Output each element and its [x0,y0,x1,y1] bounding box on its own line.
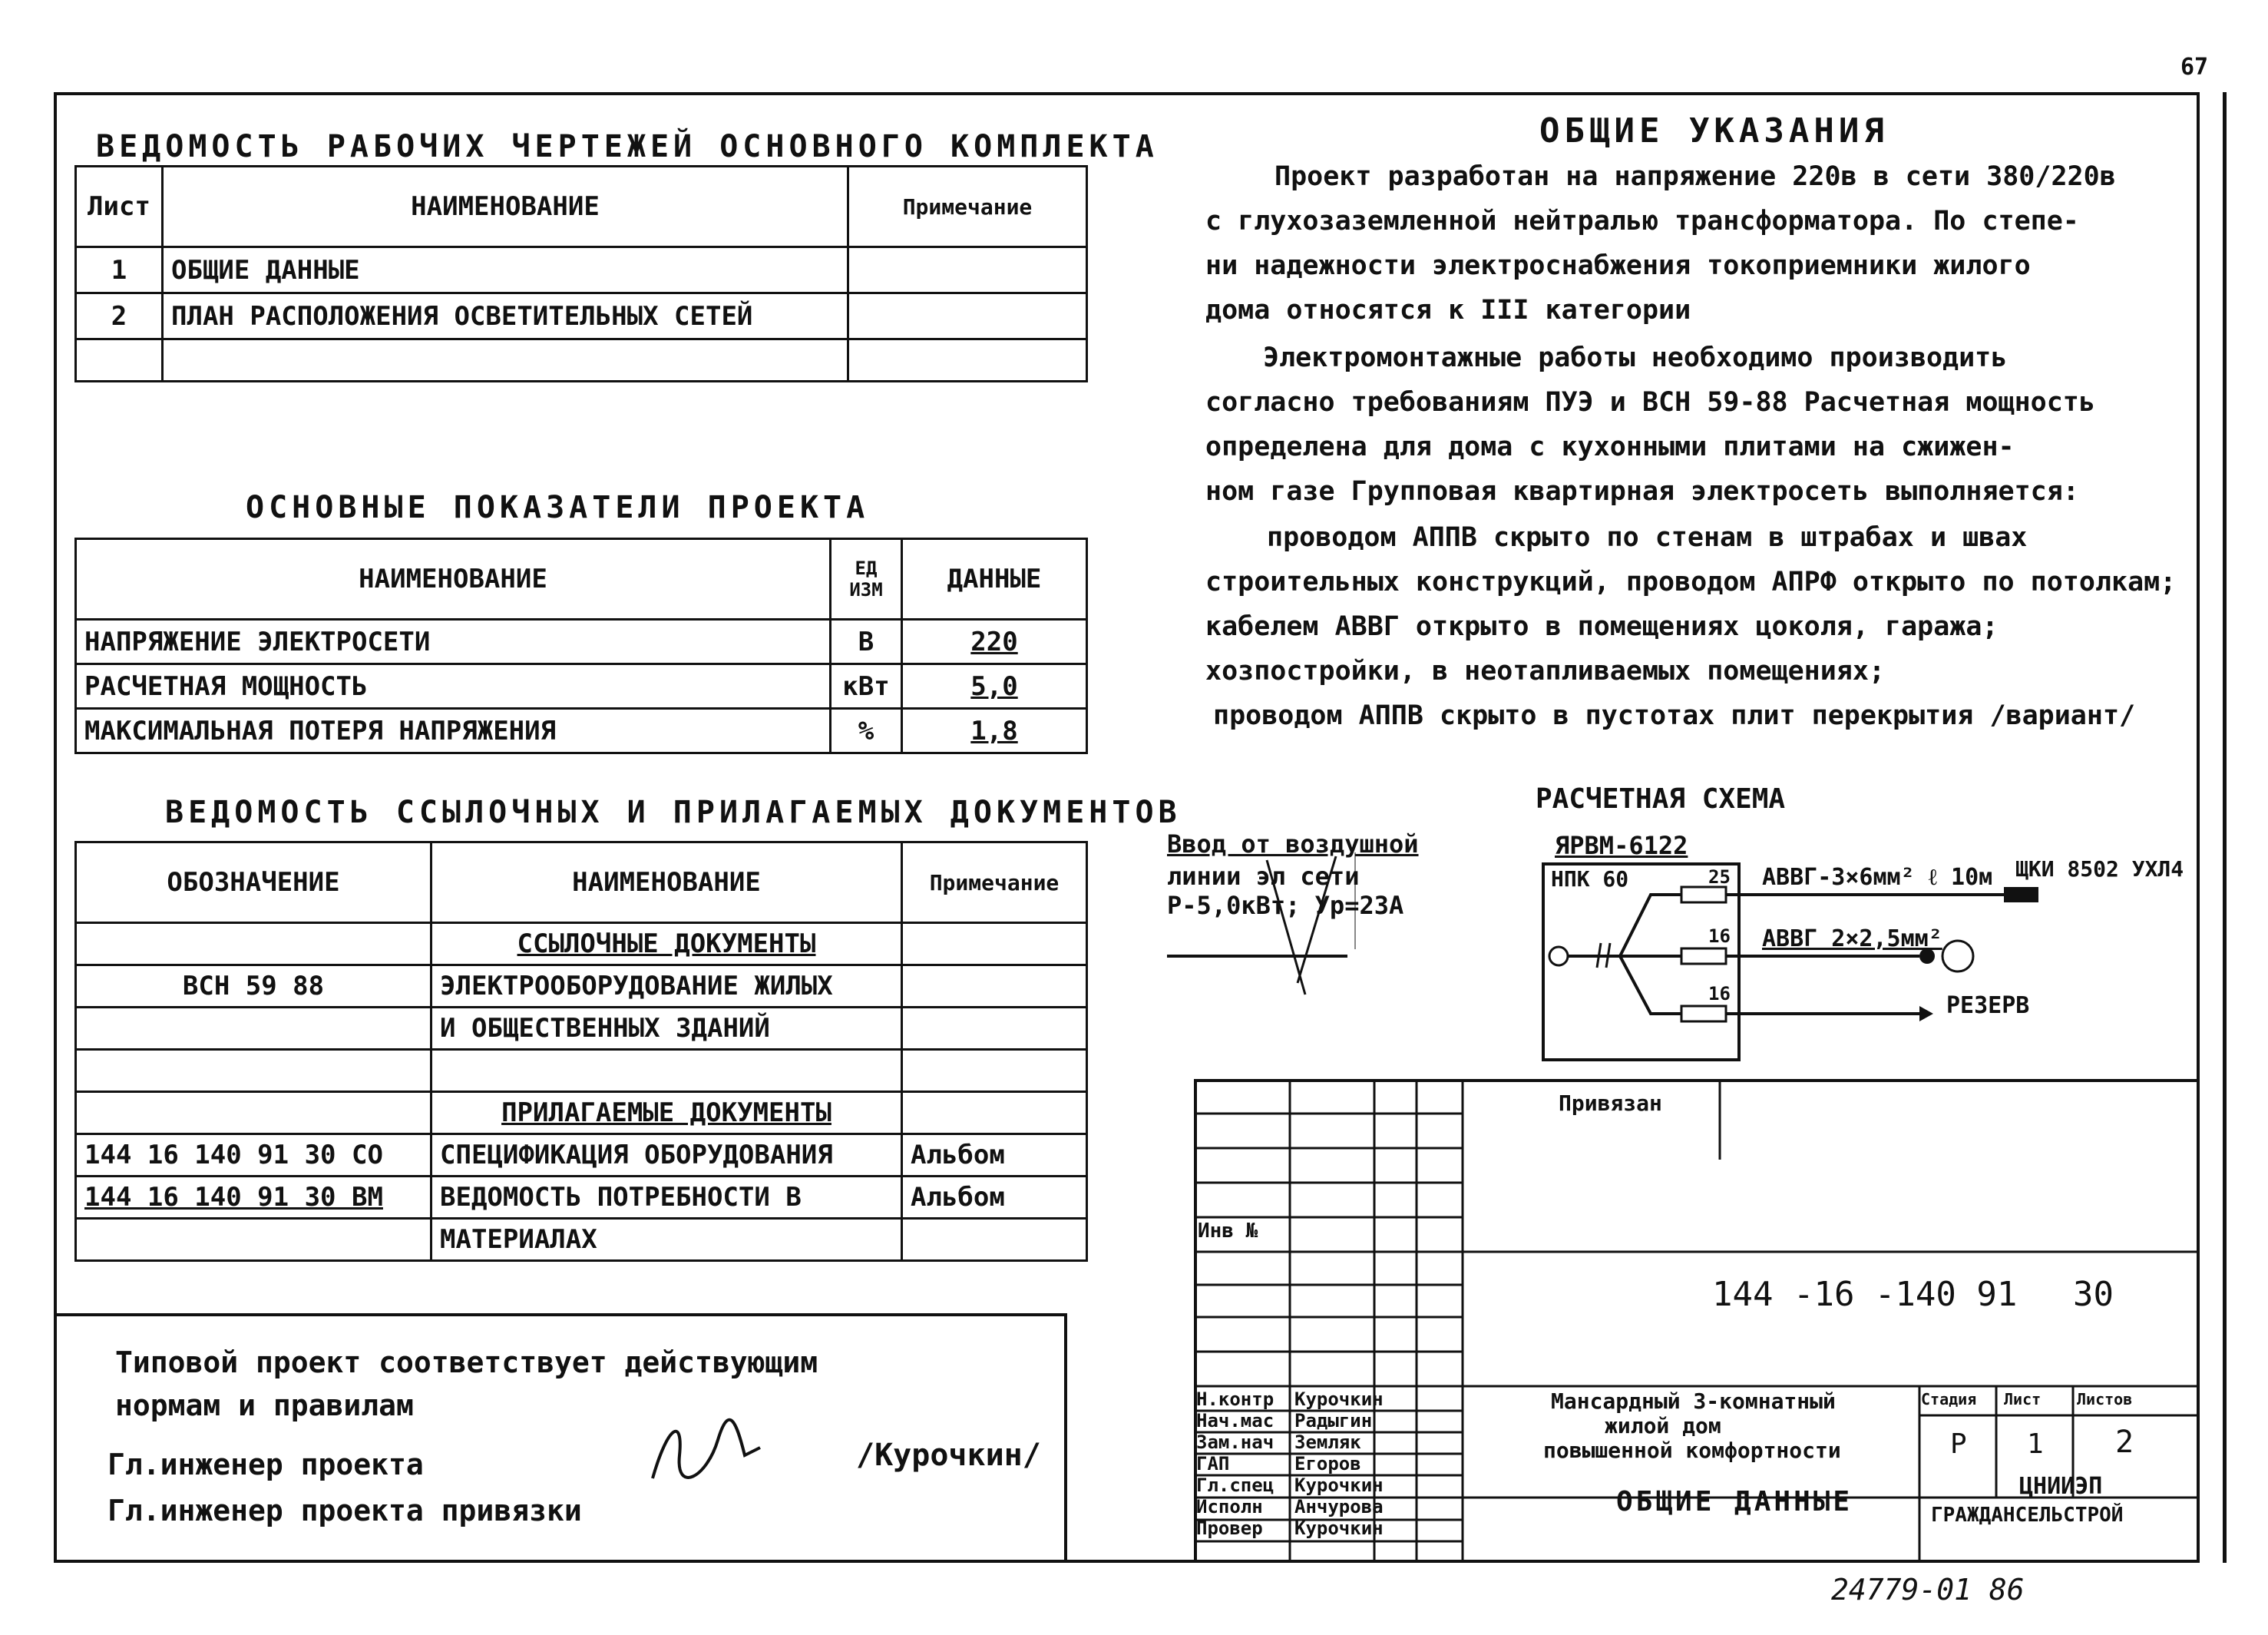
header-code: ОБОЗНАЧЕНИЕ [76,842,431,923]
input-label-3: Р-5,0кВт; Ур=23А [1167,891,1404,920]
header-sheet: Лист [76,167,163,247]
role-label: Исполн [1196,1496,1263,1518]
table-row [76,709,1087,753]
breaker-label: НПК 60 [1551,866,1629,892]
general-line: дома относятся к III категории [1205,295,1691,326]
table-row [76,293,1087,339]
panel-label: ЯРВМ-6122 [1555,831,1688,860]
right-border-line [2223,92,2227,1563]
indicators-table [74,538,1088,754]
compliance-line-2: нормам и правилам [115,1388,414,1422]
object-name-3: повышенной комфортности [1543,1438,1841,1463]
header-value: ДАННЫЕ [902,539,1087,620]
role-name: Курочкин [1294,1388,1384,1410]
section-attached: ПРИЛАГАЕМЫЕ ДОКУМЕНТЫ [431,1092,902,1134]
cell-value: 5,0 [902,664,1087,709]
cable-label-1: АВВГ-3×6мм² ℓ 10м [1762,864,1993,891]
organization-2: ГРАЖДАНСЕЛЬСТРОЙ [1931,1504,2124,1527]
general-line: Проект разработан на напряжение 220в в сети 380/220в [1275,161,2116,192]
document-code: 144 -16 -140 91 [1712,1275,2018,1314]
general-title: ОБЩИЕ УКАЗАНИЯ [1539,111,1889,151]
scheme-diagram [1152,852,2204,1067]
table-row-empty [76,1050,1087,1092]
cell-code: ВСН 59 88 [76,965,431,1008]
inv-label: Инв № [1198,1220,1258,1243]
header-name: НАИМЕНОВАНИЕ [163,167,848,247]
cell-name: ВЕДОМОСТЬ ПОТРЕБНОСТИ В [431,1177,902,1219]
cell-code: 144 16 140 91 30 ВМ [76,1177,431,1219]
input-label-1: Ввод от воздушной [1167,829,1419,859]
header-name: НАИМЕНОВАНИЕ [431,842,902,923]
fuse-label-2: 16 [1708,925,1731,947]
indicators-title: ОСНОВНЫЕ ПОКАЗАТЕЛИ ПРОЕКТА [246,490,870,525]
cell-note [848,293,1087,339]
general-line: с глухозаземленной нейтралью трансформатора. По степе- [1205,206,2079,237]
references-title: ВЕДОМОСТЬ ССЫЛОЧНЫХ И ПРИЛАГАЕМЫХ ДОКУМЕНТОВ [165,795,1182,830]
cell-sheet: 1 [76,247,163,293]
general-line: хозпостройки, в неотапливаемых помещениях; [1205,656,1886,687]
general-line: ни надежности электроснабжения токоприемники жилого [1205,250,2031,281]
fuse-label-1: 25 [1708,866,1731,888]
table-row [76,1008,1087,1050]
table-row [76,1134,1087,1177]
table-row [76,1219,1087,1261]
cell-unit: % [831,709,902,753]
role-name: Земляк [1294,1431,1361,1453]
sheets-header: Листов [2077,1390,2133,1408]
cell-name: ПЛАН РАСПОЛОЖЕНИЯ ОСВЕТИТЕЛЬНЫХ СЕТЕЙ [163,293,848,339]
cell-name: МАТЕРИАЛАХ [431,1219,902,1261]
general-line: проводом АППВ скрыто в пустотах плит перекрытия /вариант/ [1213,700,2136,731]
table-row [76,247,1087,293]
signature-name: /Курочкин/ [856,1438,1041,1473]
signature-icon [645,1409,768,1494]
role-label: Нач.мас [1196,1410,1275,1431]
scheme-title: РАСЧЕТНАЯ СХЕМА [1536,783,1786,815]
role-name: Курочкин [1294,1518,1384,1539]
drawings-list-table [74,165,1088,382]
general-line: проводом АППВ скрыто по стенам в штрабах и швах [1267,522,2028,553]
cell-name: ОБЩИЕ ДАННЫЕ [163,247,848,293]
cell-name: МАКСИМАЛЬНАЯ ПОТЕРЯ НАПРЯЖЕНИЯ [76,709,831,753]
header-note: Примечание [848,167,1087,247]
sheet-value: 1 [2027,1428,2044,1460]
cell-name: СПЕЦИФИКАЦИЯ ОБОРУДОВАНИЯ [431,1134,902,1177]
cell-name: ЭЛЕКТРООБОРУДОВАНИЕ ЖИЛЫХ [431,965,902,1008]
role-name: Анчурова [1294,1496,1384,1518]
role-label: Зам.нач [1196,1431,1275,1453]
role-label: ГАП [1196,1453,1230,1474]
fuse-label-3: 16 [1708,983,1731,1004]
footer-code: 24779-01 86 [1831,1573,2025,1607]
object-name-1: Мансардный 3-комнатный [1551,1388,1836,1414]
cell-note: Альбом [902,1177,1087,1219]
section-reference: ССЫЛОЧНЫЕ ДОКУМЕНТЫ [431,923,902,965]
header-note: Примечание [902,842,1087,923]
organization-1: ЦНИИЭП [2019,1473,2103,1500]
general-line: Электромонтажные работы необходимо производить [1263,343,2008,373]
cell-note [848,247,1087,293]
header-name: НАИМЕНОВАНИЕ [76,539,831,620]
role-name: Курочкин [1294,1474,1384,1496]
role-name: Радыгин [1294,1410,1373,1431]
table-row [76,664,1087,709]
cell-sheet: 2 [76,293,163,339]
reserve-label: РЕЗЕРВ [1946,992,2030,1019]
cell-note: Альбом [902,1134,1087,1177]
chief-engineer-label: Гл.инженер проекта [107,1448,424,1481]
table-row-empty [76,339,1087,382]
cell-code: 144 16 140 91 30 СО [76,1134,431,1177]
role-label: Провер [1196,1518,1263,1539]
drawings-list-title: ВЕДОМОСТЬ РАБОЧИХ ЧЕРТЕЖЕЙ ОСНОВНОГО КОМПЛЕКТА [96,129,1159,164]
general-line: определена для дома с кухонными плитами на сжижен- [1205,432,2015,462]
references-table [74,841,1088,1262]
compliance-line-1: Типовой проект соответствует действующим [115,1345,818,1379]
general-line: ном газе Групповая квартирная электросеть выполняется: [1205,476,2079,507]
sheet-header: Лист [2004,1390,2042,1408]
role-label: Гл.спец [1196,1474,1275,1496]
cell-name: РАСЧЕТНАЯ МОЩНОСТЬ [76,664,831,709]
role-name: Егоров [1294,1453,1361,1474]
cell-unit: В [831,620,902,664]
stage-header: Стадия [1921,1390,1977,1408]
page-number: 67 [2180,54,2209,81]
table-row [76,620,1087,664]
sheets-value: 2 [2115,1425,2134,1460]
cell-name: НАПРЯЖЕНИЕ ЭЛЕКТРОСЕТИ [76,620,831,664]
input-label-2: линии эл сети [1167,862,1360,891]
general-line: согласно требованиям ПУЭ и ВСН 59-88 Расчетная мощность [1205,387,2095,418]
cable-label-2: АВВГ 2×2,5мм² [1762,925,1942,952]
cell-value: 220 [902,620,1087,664]
header-unit: ЕД ИЗМ [831,539,902,620]
table-row [76,1177,1087,1219]
tied-label: Привязан [1559,1091,1662,1116]
table-row [76,923,1087,965]
album-number: 30 [2073,1275,2114,1314]
general-line: кабелем АВВГ открыто в помещениях цоколя, гаража; [1205,611,1999,642]
object-name-2: жилой дом [1605,1413,1721,1438]
table-row [76,965,1087,1008]
general-line: строительных конструкций, проводом АПРФ открыто по потолкам; [1205,567,2177,597]
box-label: ЩКИ 8502 УХЛ4 [2015,856,2184,882]
role-label: Н.контр [1196,1388,1275,1410]
cell-name: И ОБЩЕСТВЕННЫХ ЗДАНИЙ [431,1008,902,1050]
table-row [76,1092,1087,1134]
sheet-title: ОБЩИЕ ДАННЫЕ [1616,1486,1853,1518]
chief-engineer-binding-label: Гл.инженер проекта привязки [107,1494,582,1527]
stage-value: Р [1950,1428,1967,1460]
cell-value: 1,8 [902,709,1087,753]
cell-unit: кВт [831,664,902,709]
